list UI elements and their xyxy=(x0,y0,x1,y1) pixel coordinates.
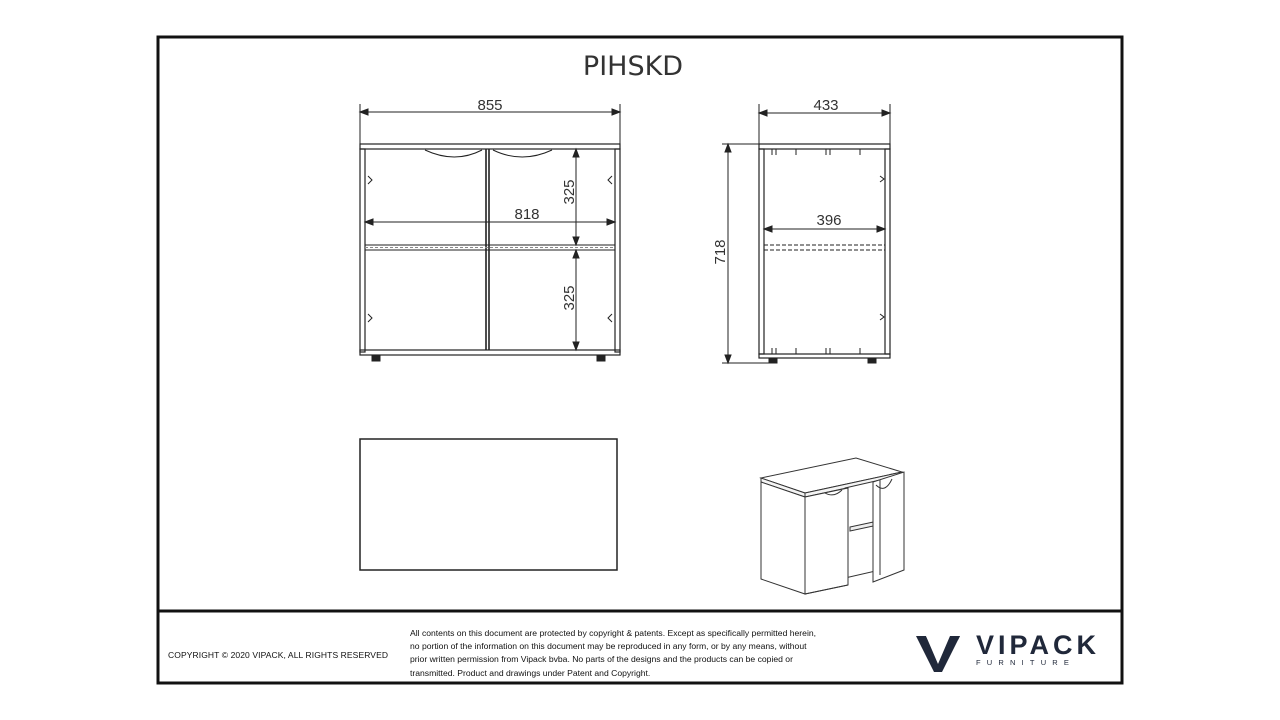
footer-copyright: COPYRIGHT © 2020 VIPACK, ALL RIGHTS RESERVED xyxy=(168,650,389,660)
sheet-border xyxy=(158,37,1122,683)
vipack-logo-icon xyxy=(914,634,962,674)
side-height-label: 718 xyxy=(712,239,729,265)
front-inner-width-label: 818 xyxy=(514,206,540,223)
footer-legal-text xyxy=(410,627,850,680)
front-view xyxy=(360,104,620,361)
side-inner-depth-label: 396 xyxy=(816,212,842,229)
legal-line: no portion of the information on this document may be reproduced in any form, or by any means, without xyxy=(410,641,807,652)
front-upper-height-label: 325 xyxy=(561,179,578,205)
top-view xyxy=(360,439,617,570)
brand-name: VIPACK xyxy=(976,630,1101,660)
side-view xyxy=(722,104,890,363)
front-lower-height-label: 325 xyxy=(561,285,578,311)
side-depth-label: 433 xyxy=(813,97,839,114)
legal-line: prior written permission from Vipack bvba. No parts of the designs and the products can be copied or xyxy=(410,654,793,665)
brand-logo xyxy=(914,630,1104,670)
legal-line: transmitted. Product and drawings under Patent and Copyright. xyxy=(410,667,651,678)
legal-line: All contents on this document are protected by copyright & patents. Except as specifically permitted herein, xyxy=(410,628,817,638)
drawing-title: PIHSKD xyxy=(582,51,684,82)
brand-subtitle: FURNITURE xyxy=(976,658,1076,667)
isometric-view xyxy=(761,458,904,594)
front-width-label: 855 xyxy=(477,97,503,114)
